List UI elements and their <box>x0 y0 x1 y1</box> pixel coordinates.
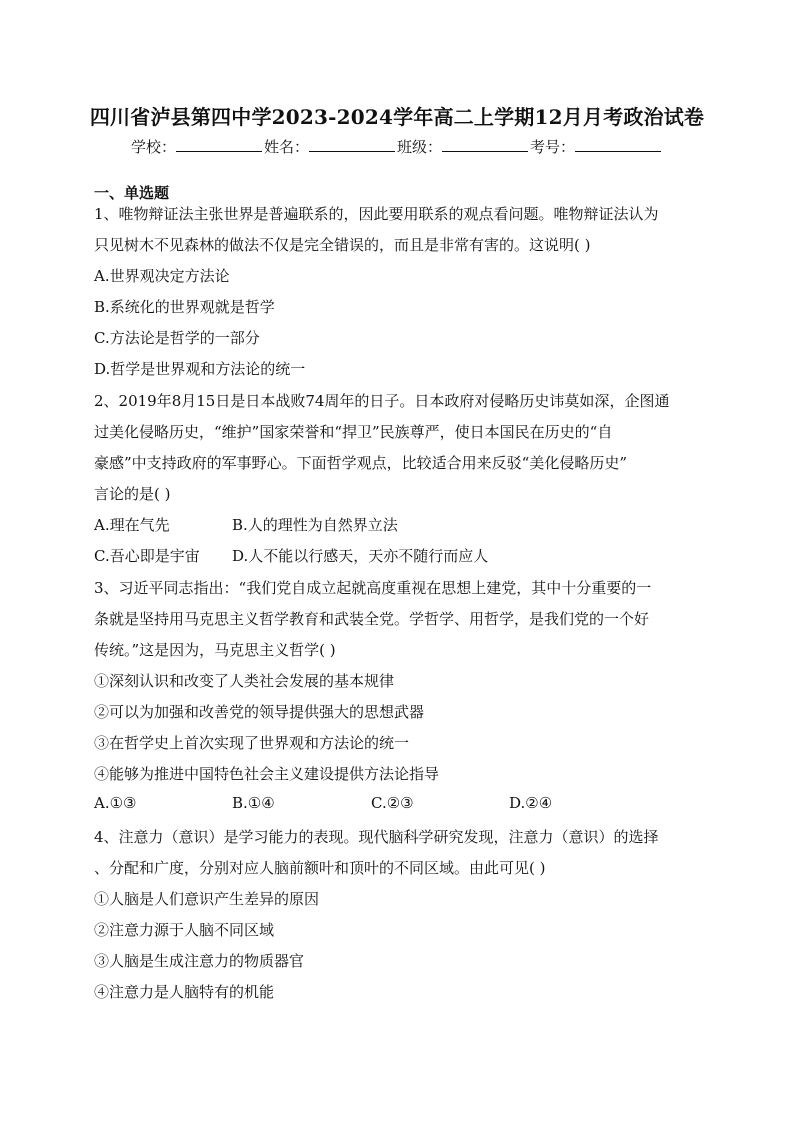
q2-stem-line-3: 豪感”中支持政府的军事野心。下面哲学观点，比较适合用来反驳“美化侵略历史” <box>94 454 628 472</box>
q3-statement-2: ②可以为加强和改善党的领导提供强大的思想武器 <box>94 703 425 721</box>
q3-option-a: A.①③ <box>94 794 137 812</box>
q2-stem-line-1: 2、2019年8月15日是日本战败74周年的日子。日本政府对侵略历史讳莫如深，企图通 <box>94 392 670 410</box>
q2-stem-line-4: 言论的是( ) <box>94 485 171 503</box>
q1-option-a: A.世界观决定方法论 <box>94 267 230 285</box>
class-label: 班级： <box>397 138 443 156</box>
q3-stem-line-2: 条就是坚持用马克思主义哲学教育和武装全党。学哲学、用哲学，是我们党的一个好 <box>94 610 650 628</box>
q1-stem-line-2: 只见树木不见森林的做法不仅是完全错误的，而且是非常有害的。这说明( ) <box>94 236 591 254</box>
school-blank[interactable] <box>176 137 262 152</box>
q1-stem-line-1: 1、唯物辩证法主张世界是普遍联系的，因此要用联系的观点看问题。唯物辩证法认为 <box>94 205 659 223</box>
q1-option-d: D.哲学是世界观和方法论的统一 <box>94 360 306 378</box>
q2-option-b: B.人的理性为自然界立法 <box>232 516 398 534</box>
q3-option-b: B.①④ <box>232 794 275 812</box>
section-heading: 一、单选题 <box>94 184 170 202</box>
q3-option-d: D.②④ <box>509 794 553 812</box>
q2-stem-line-2: 过美化侵略历史，“维护”国家荣誉和“捍卫”民族尊严，使日本国民在历史的“自 <box>94 423 613 441</box>
q4-statement-3: ③人脑是生成注意力的物质器官 <box>94 952 305 970</box>
name-label: 姓名： <box>263 138 309 156</box>
student-info-row <box>0 136 794 157</box>
q3-statement-4: ④能够为推进中国特色社会主义建设提供方法论指导 <box>94 765 440 783</box>
number-blank[interactable] <box>575 137 661 152</box>
q4-statement-4: ④注意力是人脑特有的机能 <box>94 983 275 1001</box>
q1-option-c: C.方法论是哲学的一部分 <box>94 329 260 347</box>
q3-statement-3: ③在哲学史上首次实现了世界观和方法论的统一 <box>94 734 410 752</box>
school-label: 学校： <box>130 138 176 156</box>
q4-statement-1: ①人脑是人们意识产生差异的原因 <box>94 890 320 908</box>
q4-statement-2: ②注意力源于人脑不同区域 <box>94 921 275 939</box>
q1-option-b: B.系统化的世界观就是哲学 <box>94 298 275 316</box>
q3-statement-1: ①深刻认识和改变了人类社会发展的基本规律 <box>94 672 395 690</box>
q2-option-c: C.吾心即是宇宙 <box>94 547 200 565</box>
q4-stem-line-2: 、分配和广度，分别对应人脑前额叶和顶叶的不同区域。由此可见( ) <box>94 859 546 877</box>
q3-stem-line-3: 传统。”这是因为，马克思主义哲学( ) <box>94 641 336 659</box>
q3-stem-line-1: 3、习近平同志指出：“我们党自成立起就高度重视在思想上建党，其中十分重要的一 <box>94 579 652 597</box>
exam-title: 四川省泸县第四中学2023-2024学年高二上学期12月月考政治试卷 <box>89 105 705 129</box>
name-blank[interactable] <box>309 137 395 152</box>
q2-option-d: D.人不能以行感天，天亦不随行而应人 <box>232 547 489 565</box>
number-label: 考号： <box>530 138 576 156</box>
q2-option-a: A.理在气先 <box>94 516 170 534</box>
class-blank[interactable] <box>442 137 528 152</box>
q3-option-c: C.②③ <box>371 794 414 812</box>
q4-stem-line-1: 4、注意力（意识）是学习能力的表现。现代脑科学研究发现，注意力（意识）的选择 <box>94 828 659 846</box>
